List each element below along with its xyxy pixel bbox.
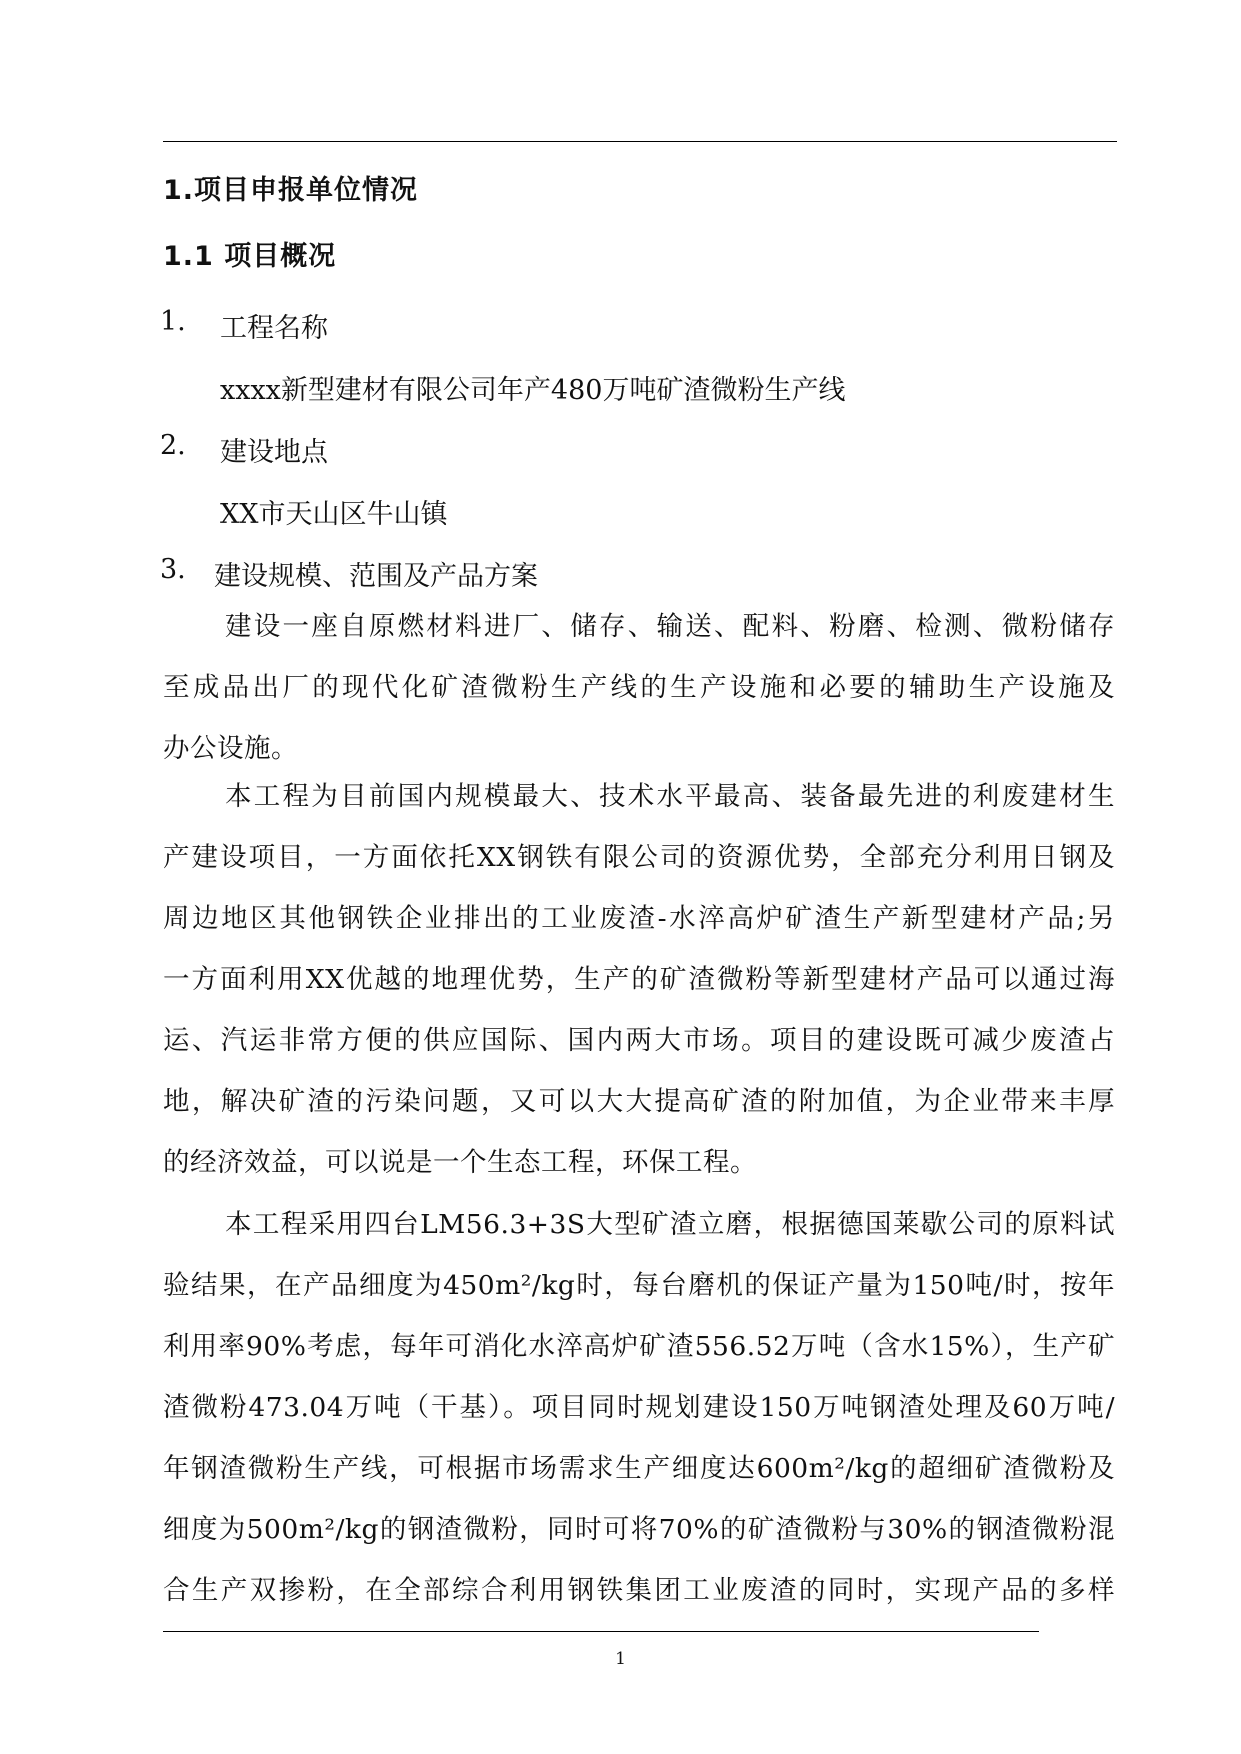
paragraph-line: 建设一座自原燃材料进厂、储存、输送、配料、粉磨、检测、微粉储存 bbox=[225, 611, 1115, 642]
paragraph-line: 地，解决矿渣的污染问题，又可以大大提高矿渣的附加值，为企业带来丰厚 bbox=[163, 1086, 1115, 1117]
paragraph-line: 至成品出厂的现代化矿渣微粉生产线的生产设施和必要的辅助生产设施及 bbox=[163, 672, 1115, 703]
paragraph-line: 利用率90%考虑，每年可消化水淬高炉矿渣556.52万吨（含水15%），生产矿 bbox=[163, 1331, 1115, 1362]
header-rule bbox=[163, 141, 1117, 142]
item-value: xxxx新型建材有限公司年产480万吨矿渣微粉生产线 bbox=[220, 375, 846, 406]
item-value: XX市天山区牛山镇 bbox=[220, 499, 448, 530]
paragraph-line: 运、汽运非常方便的供应国际、国内两大市场。项目的建设既可减少废渣占 bbox=[163, 1025, 1115, 1056]
paragraph bbox=[163, 766, 1115, 1193]
paragraph-line: 本工程采用四台LM56.3+3S大型矿渣立磨，根据德国莱歇公司的原料试 bbox=[225, 1209, 1115, 1240]
item-number: 1. bbox=[160, 306, 186, 337]
item-title: 建设地点 bbox=[220, 437, 328, 468]
item-number: 3. bbox=[160, 554, 186, 585]
paragraph-line: 的经济效益，可以说是一个生态工程，环保工程。 bbox=[163, 1147, 757, 1178]
paragraph bbox=[163, 1194, 1115, 1621]
paragraph-line: 合生产双掺粉，在全部综合利用钢铁集团工业废渣的同时，实现产品的多样 bbox=[163, 1575, 1115, 1606]
paragraph-line: 周边地区其他钢铁企业排出的工业废渣-水淬高炉矿渣生产新型建材产品;另 bbox=[163, 903, 1115, 934]
paragraph-line: 渣微粉473.04万吨（干基）。项目同时规划建设150万吨钢渣处理及60万吨/ bbox=[163, 1392, 1115, 1423]
footer-rule bbox=[163, 1631, 1039, 1632]
paragraph-line: 年钢渣微粉生产线，可根据市场需求生产细度达600m²/kg的超细矿渣微粉及 bbox=[163, 1453, 1115, 1484]
paragraph-line: 验结果，在产品细度为450m²/kg时，每台磨机的保证产量为150吨/时，按年 bbox=[163, 1270, 1115, 1301]
item-title: 建设规模、范围及产品方案 bbox=[214, 561, 538, 592]
paragraph-line: 一方面利用XX优越的地理优势，生产的矿渣微粉等新型建材产品可以通过海 bbox=[163, 964, 1115, 995]
item-number: 2. bbox=[160, 430, 186, 461]
item-title: 工程名称 bbox=[220, 313, 328, 344]
subsection-heading: 1.1 项目概况 bbox=[163, 241, 337, 272]
paragraph-line: 产建设项目，一方面依托XX钢铁有限公司的资源优势，全部充分利用日钢及 bbox=[163, 842, 1115, 873]
paragraph-line: 本工程为目前国内规模最大、技术水平最高、装备最先进的利废建材生 bbox=[225, 781, 1115, 812]
paragraph-line: 细度为500m²/kg的钢渣微粉，同时可将70%的矿渣微粉与30%的钢渣微粉混 bbox=[163, 1514, 1115, 1545]
section-heading: 1.项目申报单位情况 bbox=[163, 175, 419, 206]
paragraph bbox=[163, 596, 1115, 779]
paragraph-line: 办公设施。 bbox=[163, 733, 298, 764]
page-number: 1 bbox=[615, 1649, 626, 1669]
